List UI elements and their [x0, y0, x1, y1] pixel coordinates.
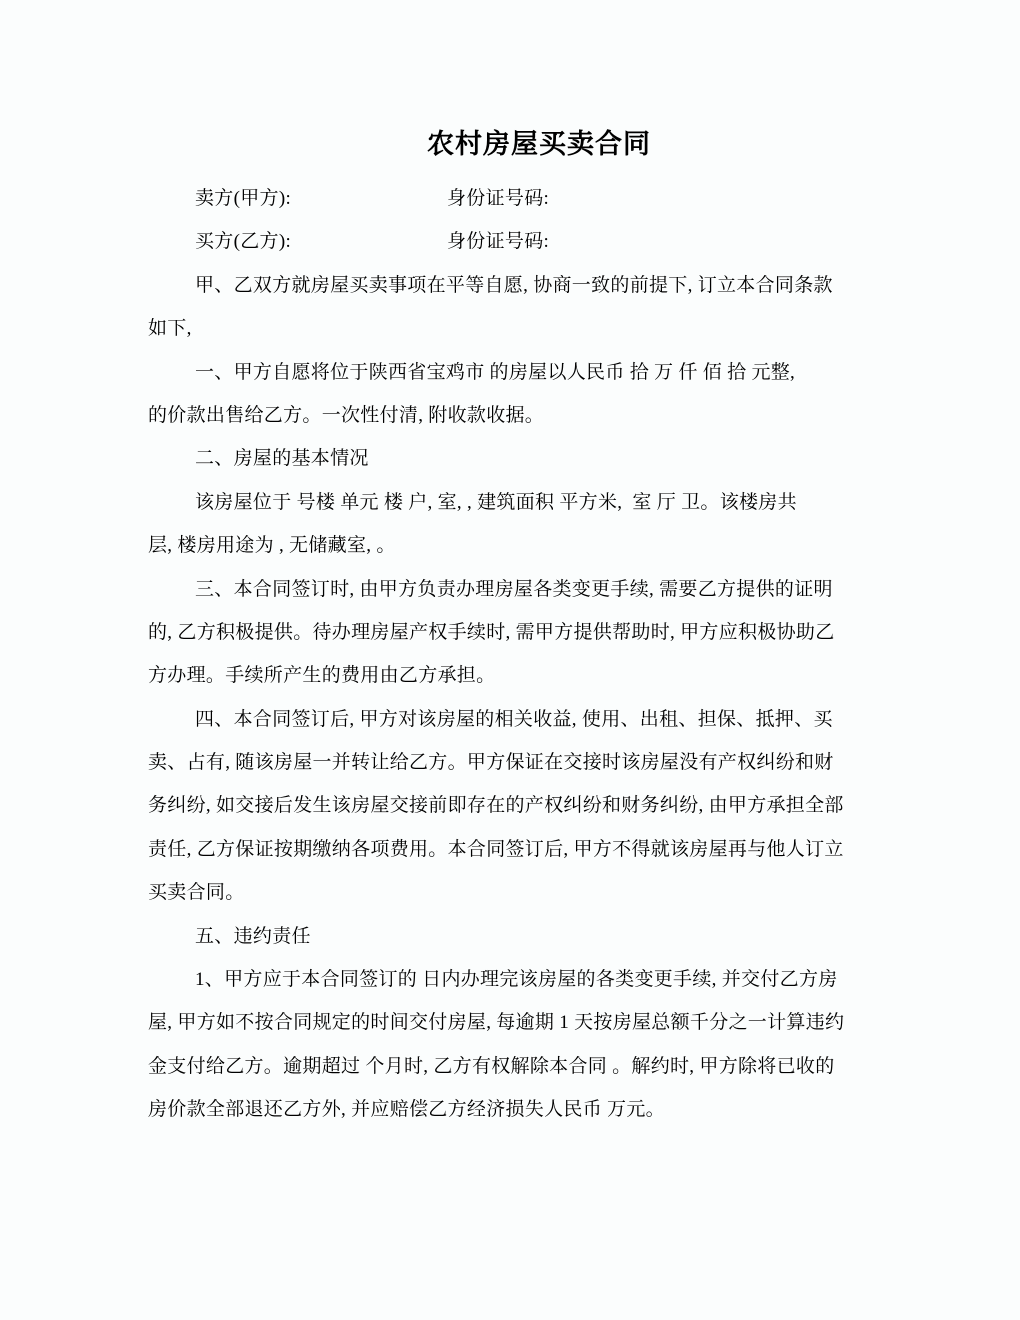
contract-line: 如下, — [148, 318, 192, 340]
party-row-seller — [148, 177, 878, 220]
contract-line: 的, 乙方积极提供。待办理房屋产权手续时, 需甲方提供帮助时, 甲方应积极协助乙 — [148, 621, 835, 643]
contract-line: 买卖合同。 — [148, 882, 245, 904]
contract-line: 一、甲方自愿将位于陕西省宝鸡市 的房屋以人民币 拾 万 仟 佰 拾 元整, — [195, 361, 796, 383]
contract-line: 务纠纷, 如交接后发生该房屋交接前即存在的产权纠纷和财务纠纷, 由甲方承担全部 — [148, 795, 844, 817]
contract-line: 五、违约责任 — [195, 925, 311, 947]
party-row-buyer — [148, 220, 878, 263]
contract-line: 三、本合同签订时, 由甲方负责办理房屋各类变更手续, 需要乙方提供的证明 — [195, 578, 833, 600]
contract-line: 甲、乙双方就房屋买卖事项在平等自愿, 协商一致的前提下, 订立本合同条款 — [195, 274, 833, 296]
contract-line: 屋, 甲方如不按合同规定的时间交付房屋, 每逾期 1 天按房屋总额千分之一计算违约 — [148, 1012, 845, 1034]
buyer-label: 买方(乙方): — [195, 231, 292, 253]
contract-line: 金支付给乙方。逾期超过 个月时, 乙方有权解除本合同 。解约时, 甲方除将已收的 — [148, 1055, 835, 1077]
contract-line: 责任, 乙方保证按期缴纳各项费用。本合同签订后, 甲方不得就该房屋再与他人订立 — [148, 838, 844, 860]
contract-line: 方办理。手续所产生的费用由乙方承担。 — [148, 665, 496, 687]
contract-line: 二、房屋的基本情况 — [195, 448, 369, 470]
document-title: 农村房屋买卖合同 — [427, 129, 651, 159]
contract-line: 的价款出售给乙方。一次性付清, 附收款收据。 — [148, 404, 545, 426]
seller-id-label: 身份证号码: — [447, 188, 550, 209]
contract-line: 层, 楼房用途为 , 无储藏室, 。 — [148, 535, 396, 557]
contract-line: 房价款全部退还乙方外, 并应赔偿乙方经济损失人民币 万元。 — [148, 1099, 665, 1121]
seller-label: 卖方(甲方): — [195, 188, 292, 209]
contract-line: 四、本合同签订后, 甲方对该房屋的相关收益, 使用、出租、担保、抵押、买 — [195, 708, 833, 730]
contract-line: 卖、占有, 随该房屋一并转让给乙方。甲方保证在交接时该房屋没有产权纠纷和财 — [148, 752, 834, 774]
contract-line: 1、甲方应于本合同签订的 日内办理完该房屋的各类变更手续, 并交付乙方房 — [195, 969, 838, 991]
document-body — [148, 177, 878, 1132]
buyer-id-label: 身份证号码: — [447, 231, 550, 253]
contract-line: 该房屋位于 号楼 单元 楼 户, 室, , 建筑面积 平方米, 室 厅 卫。该楼房共 — [195, 491, 797, 513]
